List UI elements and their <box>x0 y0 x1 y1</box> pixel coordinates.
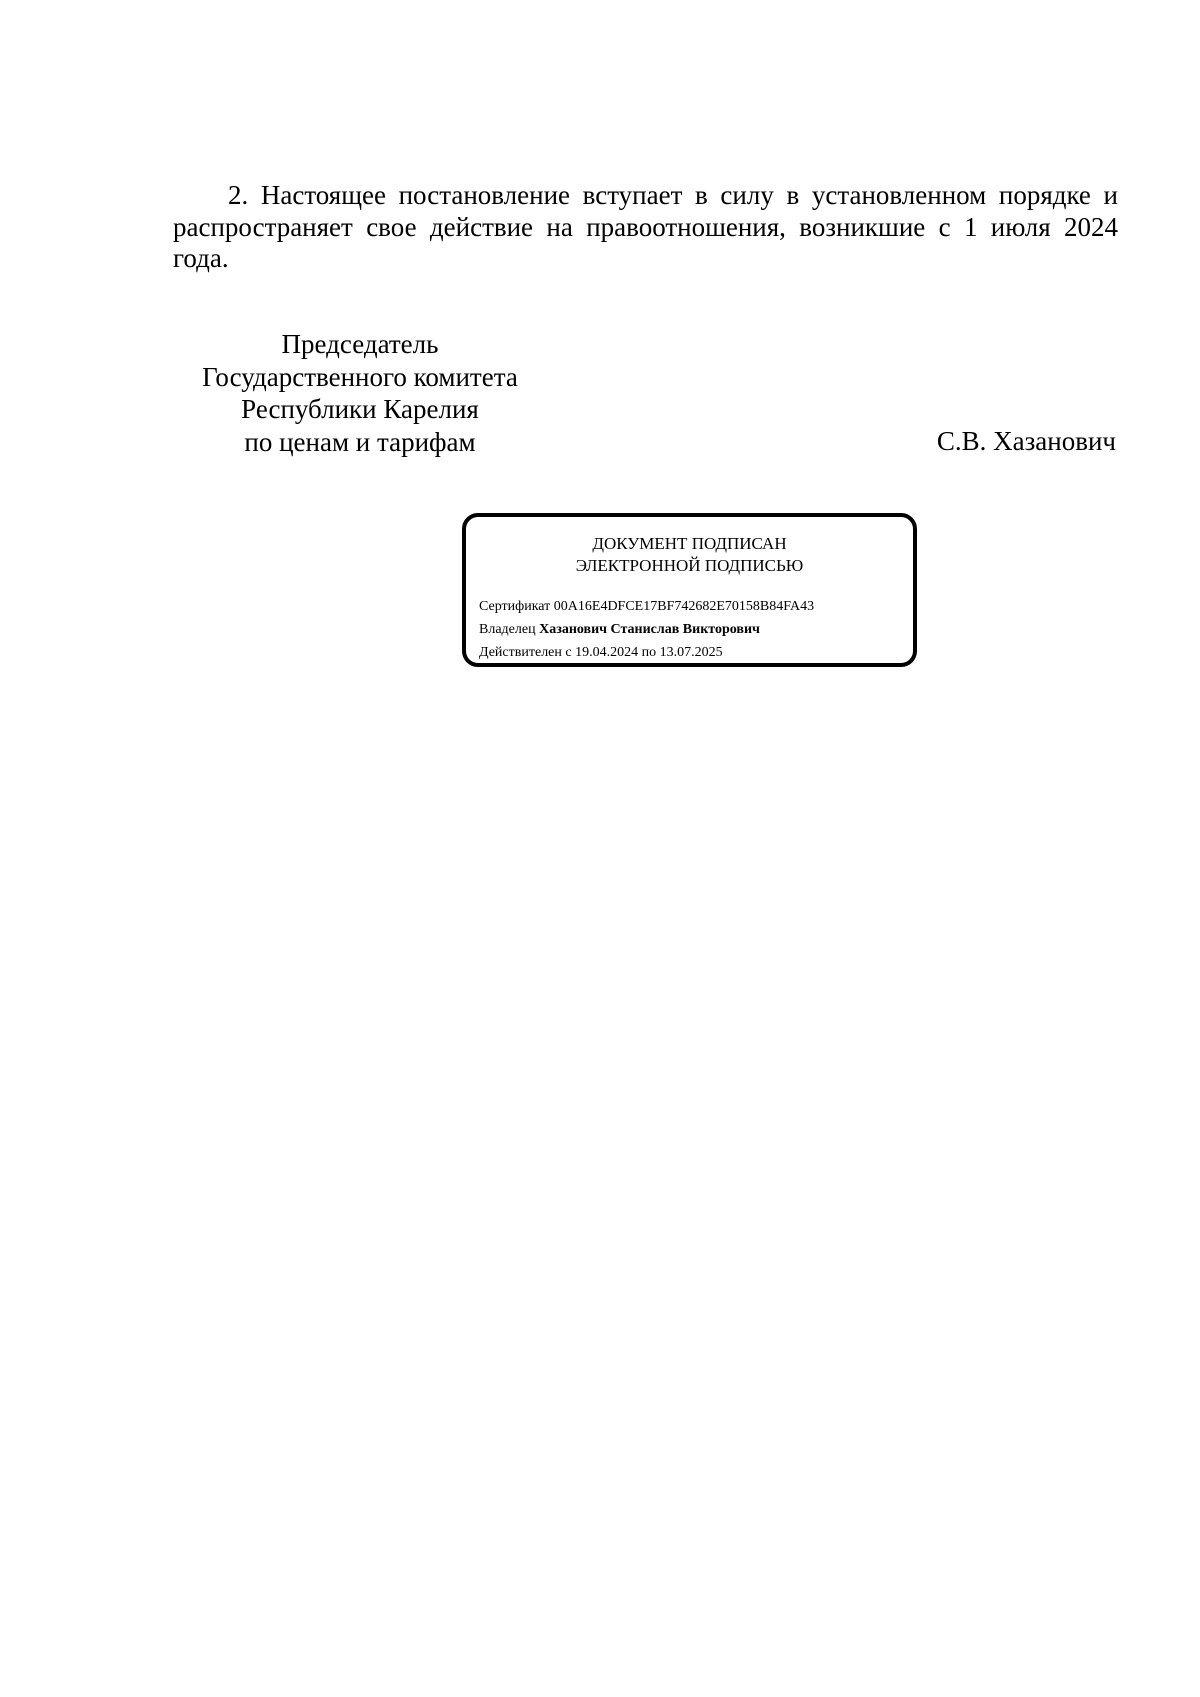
electronic-signature-stamp <box>462 513 917 667</box>
stamp-valid-from: 19.04.2024 <box>575 645 639 660</box>
paragraph-2: 2. Настоящее постановление вступает в силу в установленном порядке и распространяет свое действие на правоотношения, возникшие с 1 июля 2024 года. <box>173 180 1118 273</box>
stamp-title <box>466 533 913 577</box>
stamp-validity-row <box>479 641 814 664</box>
signer-position <box>170 328 550 458</box>
stamp-title-line-2: ЭЛЕКТРОННОЙ ПОДПИСЬЮ <box>575 556 804 575</box>
signer-position-line-4: по ценам и тарифам <box>244 426 476 457</box>
stamp-certificate-value: 00A16E4DFCE17BF742682E70158B84FA43 <box>553 599 815 614</box>
stamp-owner-row <box>479 618 814 641</box>
stamp-certificate-label: Сертификат <box>479 599 551 614</box>
signer-position-line-1: Председатель <box>281 329 439 359</box>
stamp-valid-to: 13.07.2025 <box>659 645 723 660</box>
stamp-owner-value: Хазанович Станислав Викторович <box>539 622 760 637</box>
signer-position-line-3: Республики Карелия <box>241 394 479 424</box>
signer-position-line-2: Государственного комитета <box>202 361 518 392</box>
stamp-details <box>479 595 814 664</box>
signer-name: С.В. Хазанович <box>936 426 1116 456</box>
stamp-owner-label: Владелец <box>479 622 536 637</box>
stamp-title-line-1: ДОКУМЕНТ ПОДПИСАН <box>592 534 787 553</box>
stamp-valid-label: Действителен с <box>479 645 572 660</box>
stamp-certificate-row <box>479 595 814 618</box>
stamp-valid-to-label: по <box>641 645 657 660</box>
